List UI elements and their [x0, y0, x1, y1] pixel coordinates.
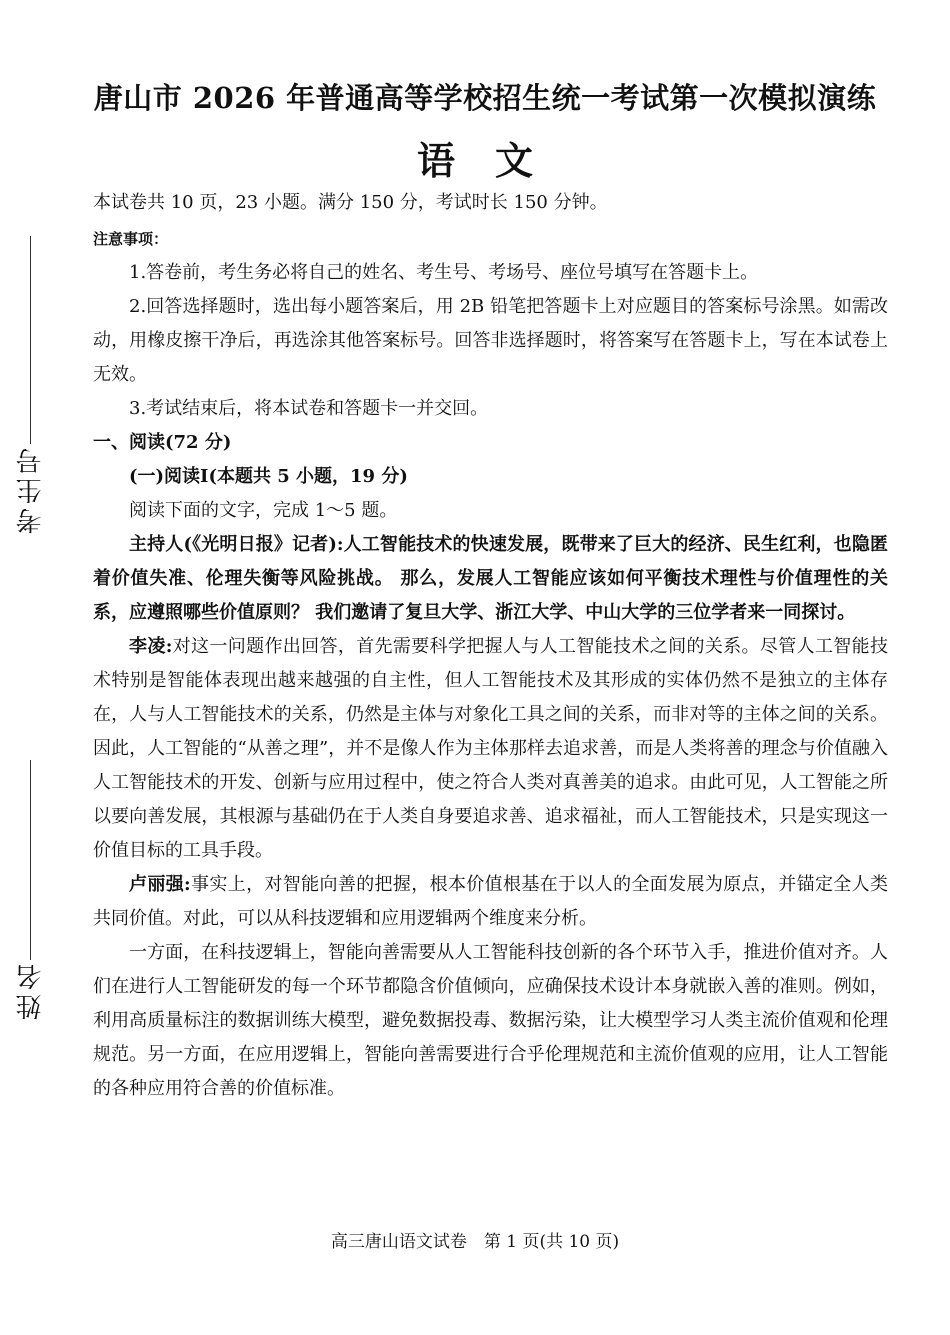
- host-intro: 主持人(《光明日报》记者):人工智能技术的快速发展，既带来了巨大的经济、民生红利，也隐匿着价值失准、伦理失衡等风险挑战。 那么，发展人工智能应该如何平衡技术理性与价值理性的关系，应遵照哪些价值原则？ 我们邀请了复旦大学、浙江大学、中山大学的三位学者来一同探讨。: [93, 534, 888, 623]
- notice-item: 3.考试结束后，将本试卷和答题卡一并交回。: [129, 398, 489, 419]
- speaker-name: 卢丽强:: [129, 874, 191, 895]
- intro-text: 本试卷共 10 页，23 小题。满分 150 分，考试时长 150 分钟。: [93, 192, 608, 213]
- exam-number-field: [10, 236, 50, 534]
- section-subheading: (一)阅读Ⅰ(本题共 5 小题，19 分): [129, 466, 408, 487]
- speaker-name: 李凌:: [129, 636, 173, 657]
- page-footer: 高三唐山语文试卷 第 1 页(共 10 页): [330, 1232, 620, 1252]
- exam-number-line: [30, 236, 31, 444]
- passage-paragraph: [93, 630, 888, 868]
- exam-content: [93, 186, 888, 1106]
- name-label: 姓名: [15, 960, 46, 1020]
- name-field: [10, 760, 50, 1020]
- section-heading: 一、阅读(72 分): [93, 432, 232, 453]
- notice-heading: 注意事项：: [93, 230, 169, 248]
- notice-item: 1.答卷前，考生务必将自己的姓名、考生号、考场号、座位号填写在答题卡上。: [129, 262, 759, 283]
- paragraph-text: 事实上，对智能向善的把握，根本价值根基在于以人的全面发展为原点，并锚定全人类共同价值。对此，可以从科技逻辑和应用逻辑两个维度来分析。: [93, 874, 888, 929]
- subject-title: 语文: [416, 138, 573, 183]
- exam-title: 唐山市 2026 年普通高等学校招生统一考试第一次模拟演练: [93, 81, 877, 115]
- notice-item: 2.回答选择题时，选出每小题答案后，用 2B 铅笔把答题卡上对应题目的答案标号涂黑。如需改动，用橡皮擦干净后，再选涂其他答案标号。回答非选择题时，将答案写在答题卡上，写在本试卷上无效。: [93, 296, 888, 385]
- passage-paragraph: 一方面，在科技逻辑上，智能向善需要从人工智能科技创新的各个环节入手，推进价值对齐。人们在进行人工智能研发的每一个环节都隐含价值倾向，应确保技术设计本身就嵌入善的准则。例如，利用高质量标注的数据训练大模型，避免数据投毒、数据污染，让大模型学习人类主流价值观和伦理规范。另一方面，在应用逻辑上，智能向善需要进行合乎伦理规范和主流价值观的应用，让人工智能的各种应用符合善的价值标准。: [93, 942, 888, 1099]
- passage-paragraph: [93, 868, 888, 936]
- section-instruction: 阅读下面的文字，完成 1～5 题。: [129, 500, 398, 521]
- name-line: [30, 760, 31, 960]
- exam-number-label: 考生号: [15, 444, 46, 534]
- paragraph-text: 对这一问题作出回答，首先需要科学把握人与人工智能技术之间的关系。尽管人工智能技术特别是智能体表现出越来越强的自主性，但人工智能技术及其形成的实体仍然不是独立的主体存在，人与人工智能技术的关系，仍然是主体与对象化工具之间的关系，而非对等的主体之间的关系。因此，人工智能的“从善之理”，并不是像人作为主体那样去追求善，而是人类将善的理念与价值融入人工智能技术的开发、创新与应用过程中，使之符合人类对真善美的追求。由此可见，人工智能之所以要向善发展，其根源与基础仍在于人类自身要追求善、追求福祉，而人工智能技术，只是实现这一价值目标的工具手段。: [93, 636, 888, 861]
